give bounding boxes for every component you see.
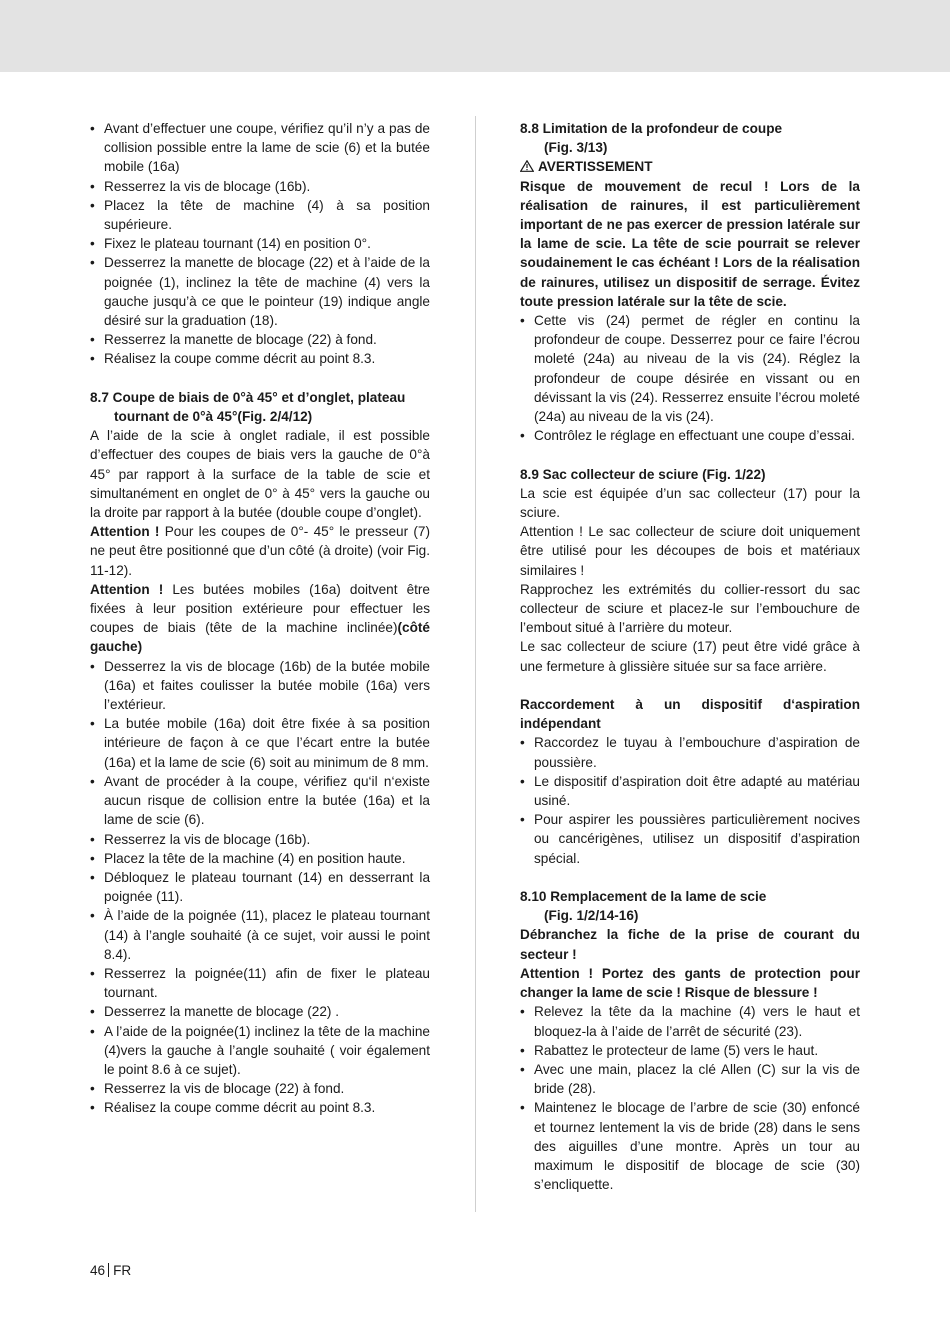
list-item: • Fixez le plateau tournant (14) en position 0°. [90,234,430,253]
bold-notice: Attention ! Portez des gants de protection pour changer la lame de scie ! Risque de blessure ! [520,965,860,1001]
paragraph: Attention ! Le sac collecteur de sciure doit uniquement être utilisé pour les découpes de bois et matériaux similaires ! [520,524,860,578]
list-item: • Pour aspirer les poussières particulièrement nocives ou cancérigènes, utilisez un dispositif d’aspiration spécial. [520,810,860,868]
warning-text: Risque de mouvement de recul ! Lors de la réalisation de rainures, il est particulièrement important de ne pas exercer de pression latérale sur la lame de scie. La tête de scie pourrait se relever soudainement le cas échéant ! Lors de la réalisation de rainures, utilisez un dispositif de serrage. Évitez toute pression latérale sur la tête de scie. [520,178,860,309]
page-footer [90,1263,131,1278]
list-item: • Resserrez la vis de blocage (22) à fond. [90,1079,430,1098]
list-item: • Le dispositif d’aspiration doit être adapté au matériau usiné. [520,772,860,810]
footer-separator [108,1263,109,1277]
header-band [0,0,950,72]
list-item: • Resserrez la poignée(11) afin de fixer le plateau tournant. [90,964,430,1002]
right-column [520,119,860,1194]
list-item: • Cette vis (24) permet de régler en continu la profondeur de coupe. Desserrez pour ce faire l’écrou moleté (24a) au niveau de la vis (24). Réglez la profondeur de coupe désirée en vissant ou en dévissant la vis (24). Resserrez ensuite l’écrou moleté (24a) au niveau de la vis (24). [520,311,860,426]
warning-heading: AVERTISSEMENT [520,157,860,176]
list-item: • Avant de procéder à la coupe, vérifiez qu‘il n‘existe aucun risque de collision entre la butée (16a) et la lame de scie (6). [90,772,430,830]
bold-notice: Débranchez la fiche de la prise de courant du secteur ! [520,927,860,962]
list-item: • Avec une main, placez la clé Allen (C) sur la vis de bride (28). [520,1060,860,1098]
list-item: • À l’aide de la poignée (11), placez le plateau tournant (14) à l’angle souhaité (à ce sujet, voir aussi le point 8.4). [90,906,430,964]
list-item: • Desserrez la vis de blocage (16b) de la butée mobile (16a) et faites coulisser la butée mobile (16a) vers l’extérieur. [90,657,430,715]
list-item: • Relevez la tête da la machine (4) vers le haut et bloquez-la à l’aide de l’arrêt de sécurité (23). [520,1002,860,1040]
list-item: • Desserrez la manette de blocage (22) et à l’aide de la poignée (1), inclinez la tête de machine (4) vers la gauche jusqu’à ce que le pointeur (19) indique angle désiré sur la graduation (18). [90,253,430,330]
list-item: • Resserrez la vis de blocage (16b). [90,177,430,196]
list-item: • Desserrez la manette de blocage (22) . [90,1002,430,1021]
list-item: • Débloquez le plateau tournant (14) en desserrant la poignée (11). [90,868,430,906]
list-item: • Placez la tête de la machine (4) en position haute. [90,849,430,868]
paragraph: La scie est équipée d’un sac collecteur (17) pour la sciure. [520,485,860,521]
section-heading-aspiration: Raccordement à un dispositif d‘aspiration indépendant [520,697,860,732]
left-column [90,119,430,1118]
section-heading-8-7: 8.7 Coupe de biais de 0°à 45° et d’onglet, plateau tournant de 0°à 45°(Fig. 2/4/12) [90,389,406,425]
section-heading-8-10: 8.10 Remplacement de la lame de scie (Fig. 1/2/14-16) [520,889,767,924]
language-code: FR [113,1263,132,1278]
list-item: • Réalisez la coupe comme décrit au point 8.3. [90,349,430,368]
attention-paragraph: Attention ! Pour les coupes de 0°- 45° le presseur (7) ne peut être positionné que d’un côté (à droite) (voir Fig. 11-12). [90,524,430,578]
page-number: 46 [90,1263,106,1278]
warning-triangle-icon [520,160,534,172]
list-item: • Raccordez le tuyau à l’embouchure d’aspiration de poussière. [520,733,860,771]
paragraph: Le sac collecteur de sciure (17) peut être vidé grâce à une fermeture à glissière située sur sa face arrière. [520,639,860,674]
paragraph: Rapprochez les extrémités du collier-ressort du sac collecteur de sciure et placez-le sur l’embouchure de l’embout situé à l’arrière du moteur. [520,581,860,636]
list-item: • Placez la tête de machine (4) à sa position supérieure. [90,196,430,234]
list-item: • Resserrez la manette de blocage (22) à fond. [90,330,430,349]
section-heading-8-8: 8.8 Limitation de la profondeur de coupe (Fig. 3/13) [520,121,783,156]
list-item: • Contrôlez le réglage en effectuant une coupe d’essai. [520,426,860,445]
list-item: • Réalisez la coupe comme décrit au point 8.3. [90,1098,430,1117]
bullet-list [90,657,430,1118]
paragraph: A l’aide de la scie à onglet radiale, il est possible d’effectuer des coupes de biais vers la gauche de 0°à 45° par rapport à la surface de la table de scie et simultanément en onglet de 0° à 45° vers la gauche ou la droite par rapport à la butée (double coupe d’onglet). [90,428,430,521]
list-item: • Avant d’effectuer une coupe, vérifiez qu’il n’y a pas de collision possible entre la lame de scie (6) et la butée mobile (16a) [90,119,430,177]
attention-paragraph: Attention ! Les butées mobiles (16a) doitvent être fixées à leur position extérieure pour effectuer les coupes de biais (tête de la machine inclinée)(côté gauche) [90,581,430,655]
list-item: • A l’aide de la poignée(1) inclinez la tête de la machine (4)vers la gauche à l’angle souhaité ( voir également le point 8.6 à ce sujet). [90,1022,430,1080]
list-item: • Rabattez le protecteur de lame (5) vers le haut. [520,1041,860,1060]
section-heading-8-9: 8.9 Sac collecteur de sciure (Fig. 1/22) [520,466,766,482]
bullet-list [520,311,860,445]
bullet-list [520,733,860,867]
column-divider [475,116,476,1212]
bullet-list [520,1002,860,1194]
list-item: • Maintenez le blocage de l’arbre de scie (30) enfoncé et tournez lentement la vis de bride (28) dans le sens des aiguilles d’une montre. Après un tour au maximum le dispositif de blocage de scie (30) s’encliquette. [520,1098,860,1194]
list-item: • Resserrez la vis de blocage (16b). [90,830,430,849]
bullet-list [90,119,430,369]
list-item: • La butée mobile (16a) doit être fixée à sa position intérieure de façon à ce que l’écart entre la butée (16a) et la lame de scie (6) soit au minimum de 8 mm. [90,714,430,772]
